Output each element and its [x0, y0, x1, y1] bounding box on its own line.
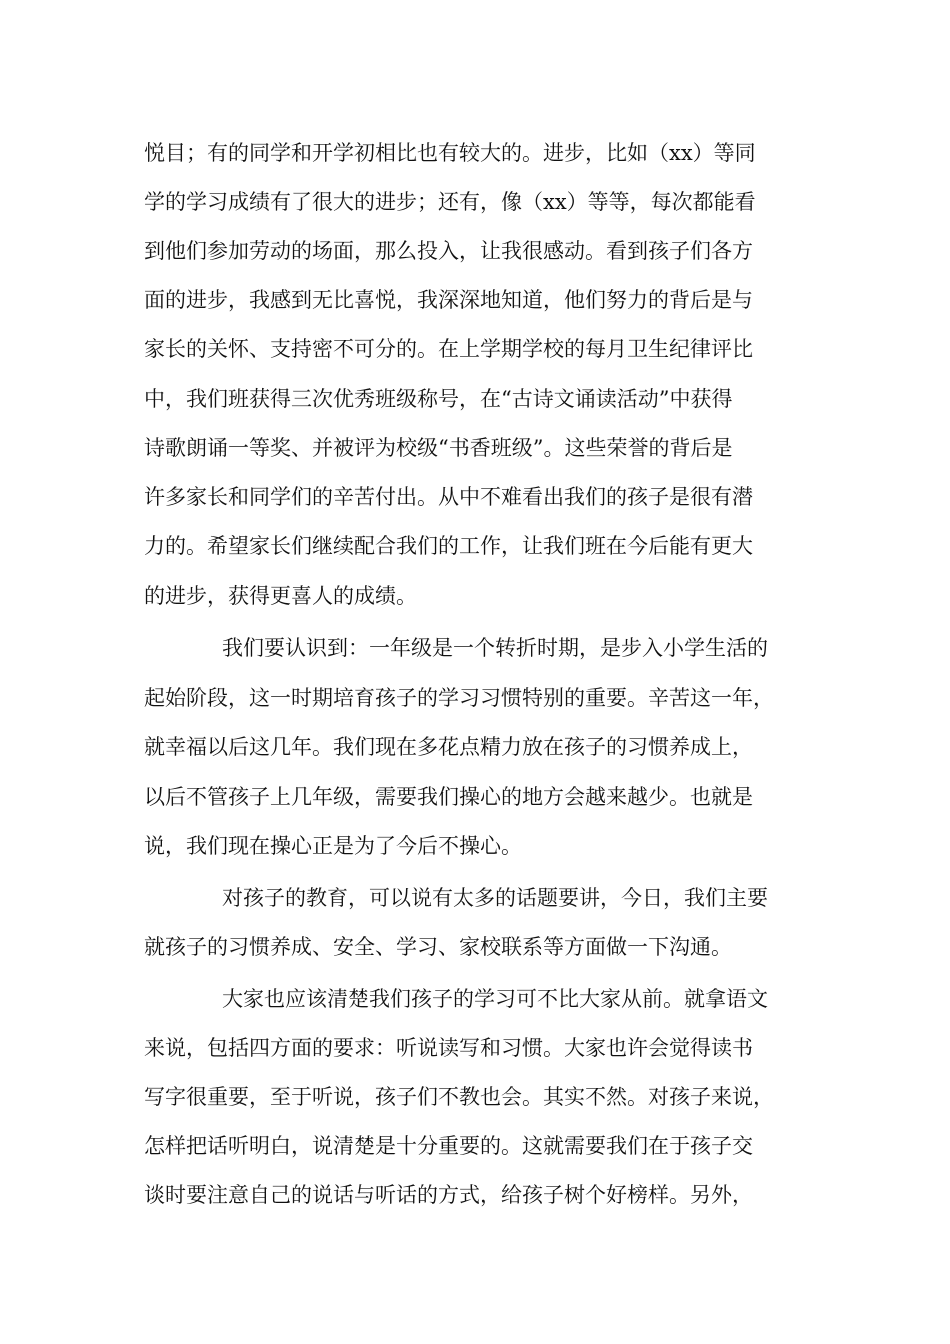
text-line: 起始阶段，这一时期培育孩子的学习习惯特别的重要。辛苦这一年， — [144, 686, 774, 710]
text-line: 面的进步，我感到无比喜悦，我深深地知道，他们努力的背后是与 — [144, 288, 753, 312]
text-line: 怎样把话听明白，说清楚是十分重要的。这就需要我们在于孩子交 — [144, 1134, 753, 1158]
text-line: 诗歌朗诵一等奖、并被评为校级“书香班级”。这些荣誉的背后是 — [144, 436, 733, 460]
text-line: 谈时要注意自己的说话与听话的方式，给孩子树个好榜样。另外， — [144, 1183, 753, 1207]
text-line: 的进步，获得更喜人的成绩。 — [144, 584, 417, 608]
paragraph-first-line: 我们要认识到：一年级是一个转折时期，是步入小学生活的 — [222, 636, 768, 660]
text-line: 就幸福以后这几年。我们现在多花点精力放在孩子的习惯养成上， — [144, 735, 753, 759]
text-line: 到他们参加劳动的场面，那么投入，让我很感动。看到孩子们各方 — [144, 239, 753, 263]
text-line: 悦目；有的同学和开学初相比也有较大的。进步，比如（xx）等同 — [144, 141, 756, 165]
text-line: 家长的关怀、支持密不可分的。在上学期学校的每月卫生纪律评比 — [144, 337, 753, 361]
text-line: 写字很重要，至于听说，孩子们不教也会。其实不然。对孩子来说， — [144, 1085, 774, 1109]
paragraph-first-line: 对孩子的教育，可以说有太多的话题要讲，今日，我们主要 — [222, 886, 768, 910]
text-line: 力的。希望家长们继续配合我们的工作，让我们班在今后能有更大 — [144, 534, 753, 558]
text-line: 许多家长和同学们的辛苦付出。从中不难看出我们的孩子是很有潜 — [144, 485, 753, 509]
text-line: 学的学习成绩有了很大的进步；还有，像（xx）等等，每次都能看 — [144, 190, 756, 214]
paragraph-first-line: 大家也应该清楚我们孩子的学习可不比大家从前。就拿语文 — [222, 987, 768, 1011]
text-line: 中，我们班获得三次优秀班级称号，在“古诗文诵读活动”中获得 — [144, 387, 733, 411]
text-line: 来说，包括四方面的要求：听说读写和习惯。大家也许会觉得读书 — [144, 1036, 753, 1060]
text-line: 就孩子的习惯养成、安全、学习、家校联系等方面做一下沟通。 — [144, 935, 732, 959]
text-line: 以后不管孩子上几年级，需要我们操心的地方会越来越少。也就是 — [144, 785, 753, 809]
text-line: 说，我们现在操心正是为了今后不操心。 — [144, 834, 522, 858]
